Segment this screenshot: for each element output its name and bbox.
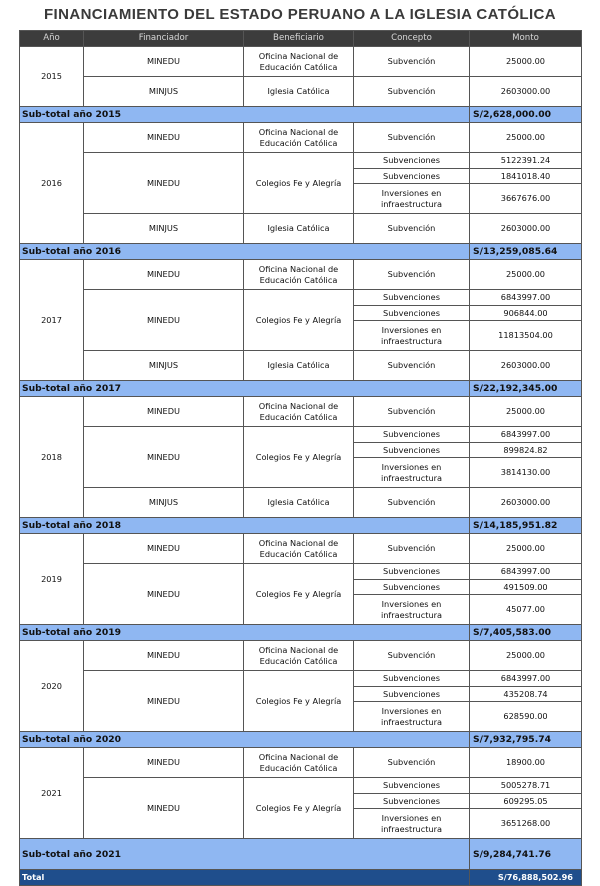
subtotal-value: S/14,185,951.82 — [470, 518, 582, 534]
monto-cell: 25000.00 — [470, 47, 582, 77]
subtotal-label: Sub-total año 2018 — [20, 518, 470, 534]
monto-cell: 2603000.00 — [470, 214, 582, 244]
year-cell: 2017 — [20, 260, 84, 381]
financiador-cell: MINEDU — [84, 564, 244, 625]
concepto-cell: Subvenciones — [354, 153, 470, 169]
monto-cell: 899824.82 — [470, 443, 582, 458]
beneficiario-cell: Oficina Nacional de Educación Católica — [244, 47, 354, 77]
table-row — [20, 427, 582, 443]
concepto-cell: Subvenciones — [354, 564, 470, 580]
table-row — [20, 123, 582, 153]
monto-cell: 25000.00 — [470, 123, 582, 153]
concepto-cell: Subvenciones — [354, 580, 470, 595]
monto-cell: 5005278.71 — [470, 778, 582, 794]
monto-cell: 2603000.00 — [470, 77, 582, 107]
concepto-cell: Subvención — [354, 260, 470, 290]
concepto-cell: Subvención — [354, 77, 470, 107]
concepto-cell: Subvenciones — [354, 443, 470, 458]
subtotal-label: Sub-total año 2019 — [20, 625, 470, 641]
table-row — [20, 47, 582, 77]
header-financiador: Financiador — [84, 31, 244, 47]
total-row — [20, 870, 582, 886]
concepto-cell: Inversiones en infraestructura — [354, 458, 470, 488]
beneficiario-cell: Iglesia Católica — [244, 351, 354, 381]
subtotal-label: Sub-total año 2021 — [20, 839, 470, 870]
concepto-cell: Subvención — [354, 534, 470, 564]
subtotal-value: S/2,628,000.00 — [470, 107, 582, 123]
monto-cell: 1841018.40 — [470, 169, 582, 184]
monto-cell: 3814130.00 — [470, 458, 582, 488]
table-row — [20, 77, 582, 107]
year-cell: 2021 — [20, 748, 84, 839]
subtotal-value: S/7,932,795.74 — [470, 732, 582, 748]
subtotal-row — [20, 107, 582, 123]
concepto-cell: Inversiones en infraestructura — [354, 184, 470, 214]
beneficiario-cell: Iglesia Católica — [244, 77, 354, 107]
concepto-cell: Subvenciones — [354, 778, 470, 794]
beneficiario-cell: Colegios Fe y Alegría — [244, 153, 354, 214]
subtotal-value: S/7,405,583.00 — [470, 625, 582, 641]
monto-cell: 3667676.00 — [470, 184, 582, 214]
monto-cell: 628590.00 — [470, 702, 582, 732]
concepto-cell: Subvención — [354, 351, 470, 381]
table-row — [20, 564, 582, 580]
concepto-cell: Subvenciones — [354, 306, 470, 321]
subtotal-row — [20, 381, 582, 397]
table-row — [20, 488, 582, 518]
monto-cell: 25000.00 — [470, 397, 582, 427]
monto-cell: 2603000.00 — [470, 488, 582, 518]
subtotal-value: S/9,284,741.76 — [470, 839, 582, 870]
beneficiario-cell: Oficina Nacional de Educación Católica — [244, 397, 354, 427]
subtotal-row — [20, 839, 582, 870]
financiador-cell: MINJUS — [84, 214, 244, 244]
concepto-cell: Inversiones en infraestructura — [354, 321, 470, 351]
year-cell: 2018 — [20, 397, 84, 518]
financiador-cell: MINEDU — [84, 260, 244, 290]
table-row — [20, 290, 582, 306]
concepto-cell: Subvenciones — [354, 290, 470, 306]
year-cell: 2015 — [20, 47, 84, 107]
beneficiario-cell: Oficina Nacional de Educación Católica — [244, 641, 354, 671]
subtotal-label: Sub-total año 2020 — [20, 732, 470, 748]
concepto-cell: Subvenciones — [354, 427, 470, 443]
monto-cell: 3651268.00 — [470, 809, 582, 839]
monto-cell: 6843997.00 — [470, 671, 582, 687]
beneficiario-cell: Colegios Fe y Alegría — [244, 778, 354, 839]
total-value: S/76,888,502.96 — [470, 870, 582, 886]
year-cell: 2020 — [20, 641, 84, 732]
monto-cell: 906844.00 — [470, 306, 582, 321]
concepto-cell: Subvención — [354, 748, 470, 778]
monto-cell: 5122391.24 — [470, 153, 582, 169]
total-label: Total — [20, 870, 470, 886]
financiador-cell: MINEDU — [84, 748, 244, 778]
subtotal-value: S/22,192,345.00 — [470, 381, 582, 397]
beneficiario-cell: Colegios Fe y Alegría — [244, 564, 354, 625]
monto-cell: 11813504.00 — [470, 321, 582, 351]
monto-cell: 25000.00 — [470, 641, 582, 671]
header-beneficiario: Beneficiario — [244, 31, 354, 47]
concepto-cell: Subvención — [354, 641, 470, 671]
concepto-cell: Inversiones en infraestructura — [354, 595, 470, 625]
concepto-cell: Subvenciones — [354, 169, 470, 184]
concepto-cell: Subvenciones — [354, 687, 470, 702]
header-monto: Monto — [470, 31, 582, 47]
concepto-cell: Subvenciones — [354, 671, 470, 687]
beneficiario-cell: Oficina Nacional de Educación Católica — [244, 748, 354, 778]
financiador-cell: MINEDU — [84, 427, 244, 488]
beneficiario-cell: Colegios Fe y Alegría — [244, 427, 354, 488]
beneficiario-cell: Colegios Fe y Alegría — [244, 290, 354, 351]
monto-cell: 18900.00 — [470, 748, 582, 778]
table-row — [20, 671, 582, 687]
subtotal-value: S/13,259,085.64 — [470, 244, 582, 260]
header-concepto: Concepto — [354, 31, 470, 47]
financiador-cell: MINEDU — [84, 153, 244, 214]
monto-cell: 25000.00 — [470, 260, 582, 290]
table-row — [20, 214, 582, 244]
table-row — [20, 153, 582, 169]
table-row — [20, 260, 582, 290]
table-row — [20, 534, 582, 564]
header-year: Año — [20, 31, 84, 47]
table-header-row — [20, 31, 582, 47]
page-title: FINANCIAMIENTO DEL ESTADO PERUANO A LA IGLESIA CATÓLICA — [43, 6, 556, 23]
beneficiario-cell: Oficina Nacional de Educación Católica — [244, 123, 354, 153]
financiador-cell: MINJUS — [84, 77, 244, 107]
concepto-cell: Subvenciones — [354, 794, 470, 809]
subtotal-label: Sub-total año 2017 — [20, 381, 470, 397]
monto-cell: 609295.05 — [470, 794, 582, 809]
financiador-cell: MINJUS — [84, 488, 244, 518]
monto-cell: 491509.00 — [470, 580, 582, 595]
concepto-cell: Subvención — [354, 123, 470, 153]
concepto-cell: Inversiones en infraestructura — [354, 809, 470, 839]
table-row — [20, 778, 582, 794]
financiador-cell: MINJUS — [84, 351, 244, 381]
financiador-cell: MINEDU — [84, 778, 244, 839]
financiador-cell: MINEDU — [84, 397, 244, 427]
financiador-cell: MINEDU — [84, 534, 244, 564]
subtotal-label: Sub-total año 2016 — [20, 244, 470, 260]
monto-cell: 2603000.00 — [470, 351, 582, 381]
concepto-cell: Subvención — [354, 488, 470, 518]
financiador-cell: MINEDU — [84, 671, 244, 732]
beneficiario-cell: Oficina Nacional de Educación Católica — [244, 534, 354, 564]
monto-cell: 6843997.00 — [470, 290, 582, 306]
financiador-cell: MINEDU — [84, 123, 244, 153]
subtotal-row — [20, 518, 582, 534]
financiador-cell: MINEDU — [84, 641, 244, 671]
subtotal-row — [20, 625, 582, 641]
monto-cell: 6843997.00 — [470, 564, 582, 580]
table-row — [20, 641, 582, 671]
table-row — [20, 397, 582, 427]
monto-cell: 6843997.00 — [470, 427, 582, 443]
concepto-cell: Inversiones en infraestructura — [354, 702, 470, 732]
beneficiario-cell: Iglesia Católica — [244, 214, 354, 244]
funding-table — [19, 30, 582, 886]
concepto-cell: Subvención — [354, 214, 470, 244]
subtotal-row — [20, 732, 582, 748]
monto-cell: 45077.00 — [470, 595, 582, 625]
table-body — [20, 47, 582, 886]
concepto-cell: Subvención — [354, 47, 470, 77]
table-row — [20, 748, 582, 778]
financiador-cell: MINEDU — [84, 290, 244, 351]
beneficiario-cell: Iglesia Católica — [244, 488, 354, 518]
table-row — [20, 351, 582, 381]
monto-cell: 435208.74 — [470, 687, 582, 702]
monto-cell: 25000.00 — [470, 534, 582, 564]
subtotal-label: Sub-total año 2015 — [20, 107, 470, 123]
year-cell: 2016 — [20, 123, 84, 244]
concepto-cell: Subvención — [354, 397, 470, 427]
beneficiario-cell: Colegios Fe y Alegría — [244, 671, 354, 732]
financiador-cell: MINEDU — [84, 47, 244, 77]
subtotal-row — [20, 244, 582, 260]
beneficiario-cell: Oficina Nacional de Educación Católica — [244, 260, 354, 290]
year-cell: 2019 — [20, 534, 84, 625]
